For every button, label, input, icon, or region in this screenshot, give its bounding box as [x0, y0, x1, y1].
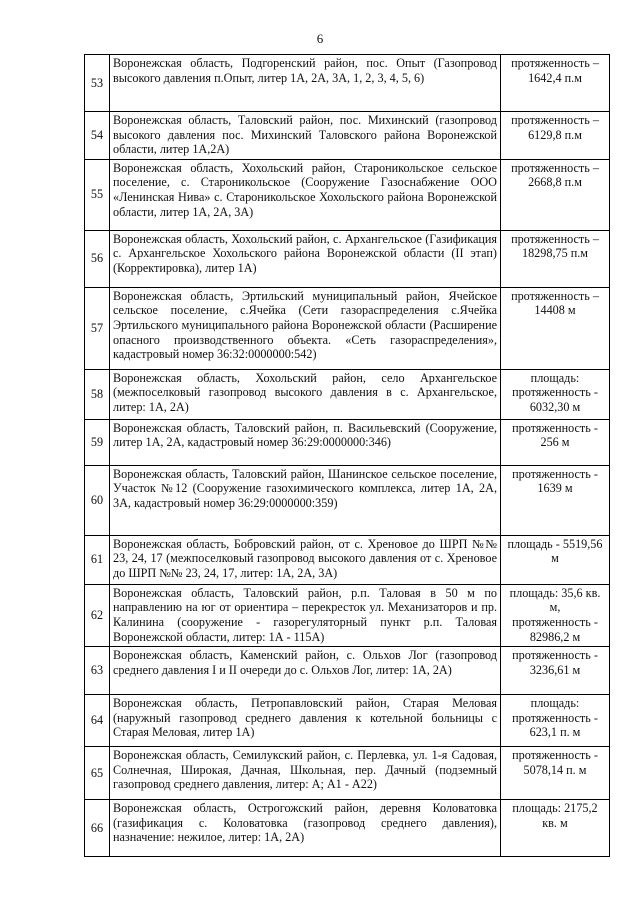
row-description: Воронежская область, Подгоренский район, пос. Опыт (Газопровод высокого давления п.Опыт, литер 1А, 2А, 3А, 1, 2, 3, 4, 5, 6) [110, 55, 501, 112]
row-value [501, 584, 610, 646]
row-number: 66 [85, 800, 110, 857]
table-row [85, 230, 610, 287]
row-value-line: протяженность - [512, 710, 598, 725]
table-row [85, 419, 610, 465]
row-value [501, 747, 610, 800]
row-value-line: 1639 м [537, 481, 573, 496]
row-value-line: площадь: [530, 696, 580, 711]
row-value-line: площадь: 35,6 кв. м, [509, 585, 601, 615]
table-row [85, 695, 610, 747]
table-row [85, 55, 610, 112]
row-value-line: площадь: 2175,2 кв. м [512, 801, 598, 830]
row-value [501, 535, 610, 584]
row-value [501, 465, 610, 535]
row-number: 65 [85, 747, 110, 800]
row-value-line: площадь: [530, 370, 580, 385]
table-body [85, 55, 610, 857]
row-number: 62 [85, 584, 110, 646]
row-description: Воронежская область, Семилукский район, с. Перлевка, ул. 1-я Садовая, Солнечная, Широкая, Дачная, Школьная, пер. Дачный (подземный газопровод среднего давления, литер: А; А1 - А22) [110, 747, 501, 800]
row-value-line: 82986,2 м [529, 629, 581, 644]
row-value-line: 6129,8 п.м [528, 127, 582, 142]
table-row [85, 535, 610, 584]
row-value [501, 55, 610, 112]
row-number: 58 [85, 369, 110, 419]
table-row [85, 800, 610, 857]
row-description: Воронежская область, Петропавловский район, Старая Меловая (наружный газопровод среднего давления к котельной больницы с Старая Меловая, литер 1А) [110, 695, 501, 747]
row-value [501, 695, 610, 747]
row-value-line: 14408 м [534, 303, 576, 318]
row-description: Воронежская область, Таловский район, пос. Михинский (газопровод высокого давления пос. Михинский Таловского района Воронежской области, литер 1А,2А) [110, 112, 501, 160]
row-description: Воронежская область, Бобровский район, от с. Хреновое до ШРП №№ 23, 24, 17 (межпоселковый газопровод высокого давления от с. Хреновое до ШРП №№ 23, 24, 17, литер: 1А, 2А, 3А) [110, 535, 501, 584]
row-number: 53 [85, 55, 110, 112]
row-number: 59 [85, 419, 110, 465]
row-value-line: площадь - 5519,56 м [507, 536, 603, 566]
row-value-line: протяженность – [511, 288, 599, 303]
row-value-line: протяженность - [512, 748, 598, 763]
row-description: Воронежская область, Эртильский муниципальный район, Ячейское сельское поселение, с.Ячейка (Сети газораспределения с.Ячейка Эртильского муниципального района Воронежской области (Расширение опасного производственного объекта. «Сеть газораспределения», кадастровый номер 36:32:0000000:542) [110, 287, 501, 369]
row-number: 61 [85, 535, 110, 584]
table-row [85, 647, 610, 695]
row-value-line: 623,1 п. м [529, 725, 581, 740]
row-number: 57 [85, 287, 110, 369]
row-value-line: протяженность - [512, 648, 598, 663]
row-value-line: протяженность – [511, 113, 599, 127]
row-value [501, 800, 610, 857]
row-description: Воронежская область, Хохольский район, Староникольское сельское поселение, с. Староникольское (Сооружение Газоснабжение ООО «Ленинская Нива» с. Староникольское Хохольского района Воронежской области, литер 1А, 2А, 3А) [110, 159, 501, 230]
row-value [501, 159, 610, 230]
table-row [85, 159, 610, 230]
row-number: 64 [85, 695, 110, 747]
row-number: 63 [85, 647, 110, 695]
row-value [501, 419, 610, 465]
row-value-line: протяженность – [511, 56, 599, 70]
row-value-line: протяженность – [511, 160, 599, 175]
table-row [85, 747, 610, 800]
row-description: Воронежская область, Хохольский район, с. Архангельское (Газификация с. Архангельское Хохольского района Воронежской области (II этап) (Корректировка), литер 1А) [110, 230, 501, 287]
row-description: Воронежская область, Таловский район, р.п. Таловая в 50 м по направлению на юг от ориентира – перекресток ул. Механизаторов и пр. Калинина (сооружение - газорегуляторный пункт р.п. Таловая Воронежской области, литер: 1А - 115А) [110, 584, 501, 646]
table-row [85, 112, 610, 160]
row-description: Воронежская область, Каменский район, с. Ольхов Лог (газопровод среднего давления I и II очереди до с. Ольхов Лог, литер: 1А, 2А) [110, 647, 501, 695]
row-value [501, 287, 610, 369]
table-row [85, 369, 610, 419]
row-description: Воронежская область, Таловский район, п. Васильевский (Сооружение, литер 1А, 2А, кадастровый номер 36:29:0000000:346) [110, 419, 501, 465]
row-value [501, 230, 610, 287]
row-description: Воронежская область, Острогожский район, деревня Коловатовка (газификация с. Коловатовка (газопровод среднего давления), назначение: нежилое, литер: 1А, 2А) [110, 800, 501, 857]
row-value-line: 2668,8 п.м [528, 175, 582, 190]
row-number: 60 [85, 465, 110, 535]
row-value-line: протяженность - [512, 385, 598, 400]
row-value-line: 18298,75 п.м [521, 246, 589, 261]
row-value-line: 256 м [540, 435, 570, 450]
row-value [501, 369, 610, 419]
row-value [501, 647, 610, 695]
row-value-line: протяженность – [511, 231, 599, 246]
table-row [85, 465, 610, 535]
row-value-line: 1642,4 п.м [528, 70, 582, 85]
row-value-line: 3236,61 м [529, 662, 581, 677]
table-row [85, 287, 610, 369]
row-value-line: протяженность - [512, 614, 598, 629]
page-number: 6 [316, 31, 324, 46]
row-value-line: 5078,14 п. м [523, 762, 587, 777]
row-number: 56 [85, 230, 110, 287]
row-value-line: протяженность - [512, 466, 598, 481]
row-description: Воронежская область, Хохольский район, село Архангельское (межпоселковый газопровод высокого давления в с. Архангельское, литер: 1А, 2А) [110, 369, 501, 419]
row-value-line: протяженность - [512, 420, 598, 435]
row-description: Воронежская область, Таловский район, Шанинское сельское поселение, Участок №12 (Сооружение газохимического комплекса, литер 1А, 2А, 3А, кадастровый номер 36:29:0000000:359) [110, 465, 501, 535]
row-number: 55 [85, 159, 110, 230]
row-value-line: 6032,30 м [529, 399, 581, 414]
table-row [85, 584, 610, 646]
property-registry-table [84, 54, 610, 857]
row-value [501, 112, 610, 160]
row-number: 54 [85, 112, 110, 160]
